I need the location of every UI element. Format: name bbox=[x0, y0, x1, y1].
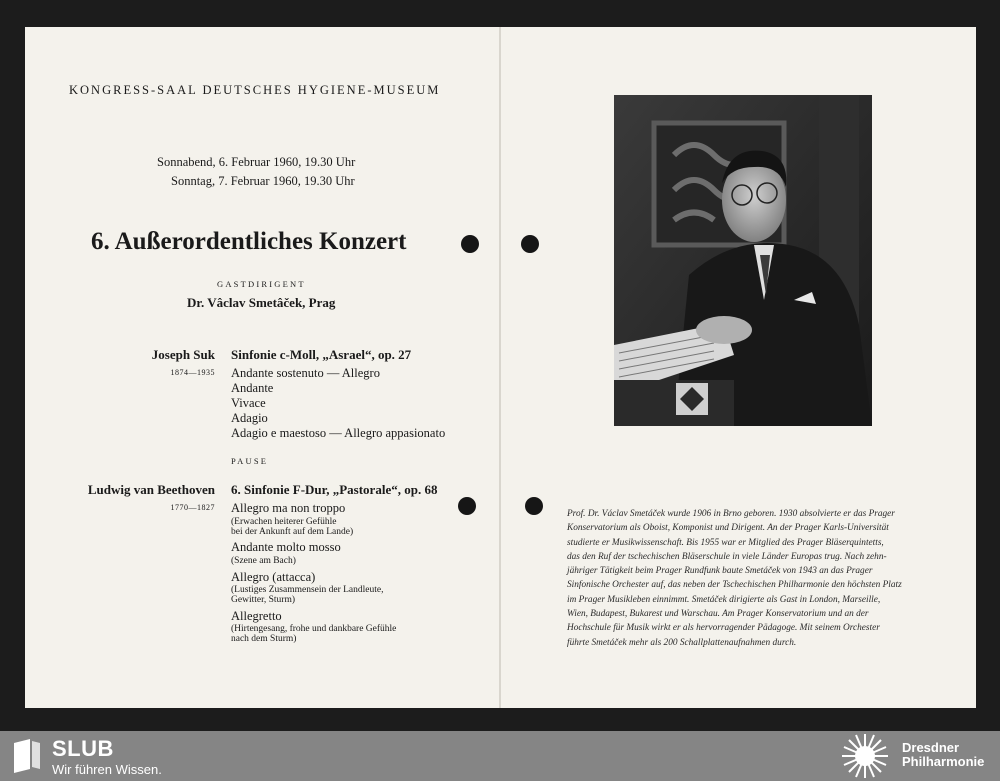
movement-beethoven-4-desc-b: nach dem Sturm) bbox=[231, 634, 297, 644]
punch-hole-left-top bbox=[461, 235, 479, 253]
bio-line: studierte er Musikwissenschaft. Bis 1955 war er Mitglied des Prager Bläserquintetts, bbox=[567, 537, 884, 548]
bio-line: Konservatorium als Oboist, Komponist und Dirigent. An der Prager Karls-Universität bbox=[567, 523, 889, 534]
composer-suk: Joseph Suk bbox=[151, 347, 215, 362]
movement-suk-1: Andante sostenuto — Allegro bbox=[231, 366, 380, 380]
punch-hole-right-top bbox=[521, 235, 539, 253]
date-sunday: Sonntag, 7. Februar 1960, 19.30 Uhr bbox=[171, 174, 355, 188]
movement-suk-3: Vivace bbox=[231, 396, 266, 410]
pause-label: PAUSE bbox=[231, 456, 269, 466]
movement-beethoven-2: Andante molto mosso bbox=[231, 540, 341, 554]
movement-beethoven-4: Allegretto bbox=[231, 609, 282, 623]
movement-beethoven-3-desc-a: (Lustiges Zusammensein der Landleute, bbox=[231, 585, 384, 595]
movement-beethoven-1-desc-a: (Erwachen heiterer Gefühle bbox=[231, 517, 337, 527]
bio-line: das den Ruf der tschechischen Bläserschule in viele Länder Europas trug. Nach zehn- bbox=[567, 551, 887, 562]
movement-beethoven-1-desc-b: bei der Ankunft auf dem Lande) bbox=[231, 527, 354, 537]
movement-beethoven-1: Allegro ma non troppo bbox=[231, 501, 346, 515]
conductor-biography bbox=[567, 507, 927, 650]
work-suk-title: Sinfonie c-Moll, „Asrael“, op. 27 bbox=[231, 347, 412, 362]
guest-conductor-label: GASTDIRIGENT bbox=[217, 279, 306, 289]
composer-beethoven: Ludwig van Beethoven bbox=[87, 482, 215, 497]
composer-suk-years: 1874—1935 bbox=[170, 368, 215, 377]
work-beethoven-title: 6. Sinfonie F-Dur, „Pastorale“, op. 68 bbox=[231, 482, 438, 497]
left-page bbox=[25, 27, 499, 708]
movement-suk-4: Adagio bbox=[231, 411, 268, 425]
venue-heading: KONGRESS-SAAL DEUTSCHES HYGIENE-MUSEUM bbox=[69, 83, 441, 97]
bio-line: Prof. Dr. Václav Smetáček wurde 1906 in Brno geboren. 1930 absolvierte er das Prager bbox=[567, 509, 895, 519]
bio-line: führte Smetáček mehr als 200 Schallplattenaufnahmen durch. bbox=[567, 637, 797, 648]
punch-hole-right-bottom bbox=[525, 497, 543, 515]
philharmonie-name[interactable] bbox=[902, 741, 984, 769]
slub-tagline: Wir führen Wissen. bbox=[52, 762, 162, 777]
movement-beethoven-2-desc-a: (Szene am Bach) bbox=[231, 556, 296, 566]
philharmonie-sun-logo-icon bbox=[840, 732, 890, 780]
conductor-photo bbox=[614, 95, 872, 426]
bio-line: jähriger Tätigkeit beim Prager Rundfunk baute Smetáček von 1943 an das Prager bbox=[567, 566, 873, 577]
movement-suk-2: Andante bbox=[231, 381, 274, 395]
philharmonie-line-2: Philharmonie bbox=[902, 754, 985, 769]
slub-name[interactable]: SLUB bbox=[52, 736, 114, 761]
composer-beethoven-years: 1770—1827 bbox=[170, 503, 215, 512]
movement-beethoven-4-desc-a: (Hirtengesang, frohe und dankbare Gefühle bbox=[231, 624, 397, 634]
concert-title: 6. Außerordentliches Konzert bbox=[91, 228, 407, 255]
slub-logo-icon bbox=[12, 739, 42, 773]
bio-line: im Prager Musikleben einnimmt. Smetáček dirigierte als Gast in London, Marseille, bbox=[567, 594, 881, 605]
right-page bbox=[501, 27, 976, 708]
footer-bar bbox=[0, 731, 1000, 781]
philharmonie-line-1: Dresdner bbox=[902, 740, 960, 755]
movement-suk-5: Adagio e maestoso — Allegro appasionato bbox=[231, 426, 446, 440]
date-saturday: Sonnabend, 6. Februar 1960, 19.30 Uhr bbox=[157, 155, 356, 169]
bio-line: Sinfonische Orchester auf, das neben der Tschechischen Philharmonie den höchsten Platz bbox=[567, 580, 902, 591]
bio-line: Hochschule für Musik wirkt er als hervorragender Pädagoge. Mit seinem Orchester bbox=[567, 623, 880, 634]
movement-beethoven-3-desc-b: Gewitter, Sturm) bbox=[231, 595, 295, 605]
conductor-name: Dr. Vâclav Smetâček, Prag bbox=[187, 295, 336, 310]
bio-line: Wien, Budapest, Bukarest und Warschau. Am Prager Konservatorium und an der bbox=[567, 609, 869, 620]
punch-hole-left-bottom bbox=[458, 497, 476, 515]
movement-beethoven-3: Allegro (attacca) bbox=[231, 570, 316, 584]
